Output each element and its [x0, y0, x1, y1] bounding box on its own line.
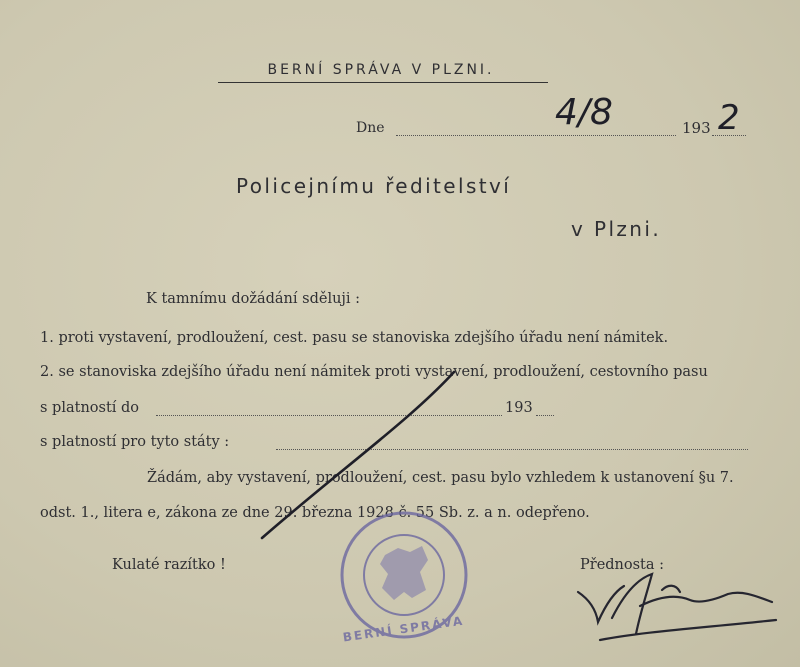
request-line-2: odst. 1., litera e, zákona ze dne 29. března 1928 č. 55 Sb. z. a n. odepřeno.	[40, 505, 590, 521]
office-heading: BERNÍ SPRÁVA V PLZNI.	[267, 62, 495, 78]
date-label: Dne	[356, 120, 385, 136]
request-line-1: Žádám, aby vystavení, prodloužení, cest. pasu bylo vzhledem k ustanovení §u 7.	[147, 470, 734, 486]
stamp-text: BERNÍ SPRÁVA	[341, 613, 465, 645]
year-handwritten: 2	[718, 98, 740, 138]
intro-text: K tamnímu dožádání sděluji :	[146, 291, 361, 307]
strike-through-line	[262, 372, 454, 538]
item-2: 2. se stanoviska zdejšího úřadu není námitek proti vystavení, prodloužení, cestovního pasu	[40, 364, 708, 380]
year-prefix: 193	[682, 119, 711, 137]
head-label: Přednosta :	[580, 557, 665, 573]
stamp-note: Kulaté razítko !	[112, 557, 226, 573]
addressee-line-1: Policejnímu ředitelství	[236, 174, 512, 198]
signature	[578, 574, 776, 640]
addressee-line-2: v Plzni.	[571, 217, 662, 241]
round-stamp	[342, 513, 466, 644]
validity-states-label: s platností pro tyto státy :	[40, 434, 230, 450]
validity-year: 193	[505, 400, 533, 416]
stamp-emblem	[380, 546, 428, 600]
validity-until-label: s platností do	[40, 400, 140, 416]
item-1: 1. proti vystavení, prodloužení, cest. pasu se stanoviska zdejšího úřadu není námitek.	[40, 330, 669, 346]
date-handwritten: 4/8	[555, 92, 613, 133]
